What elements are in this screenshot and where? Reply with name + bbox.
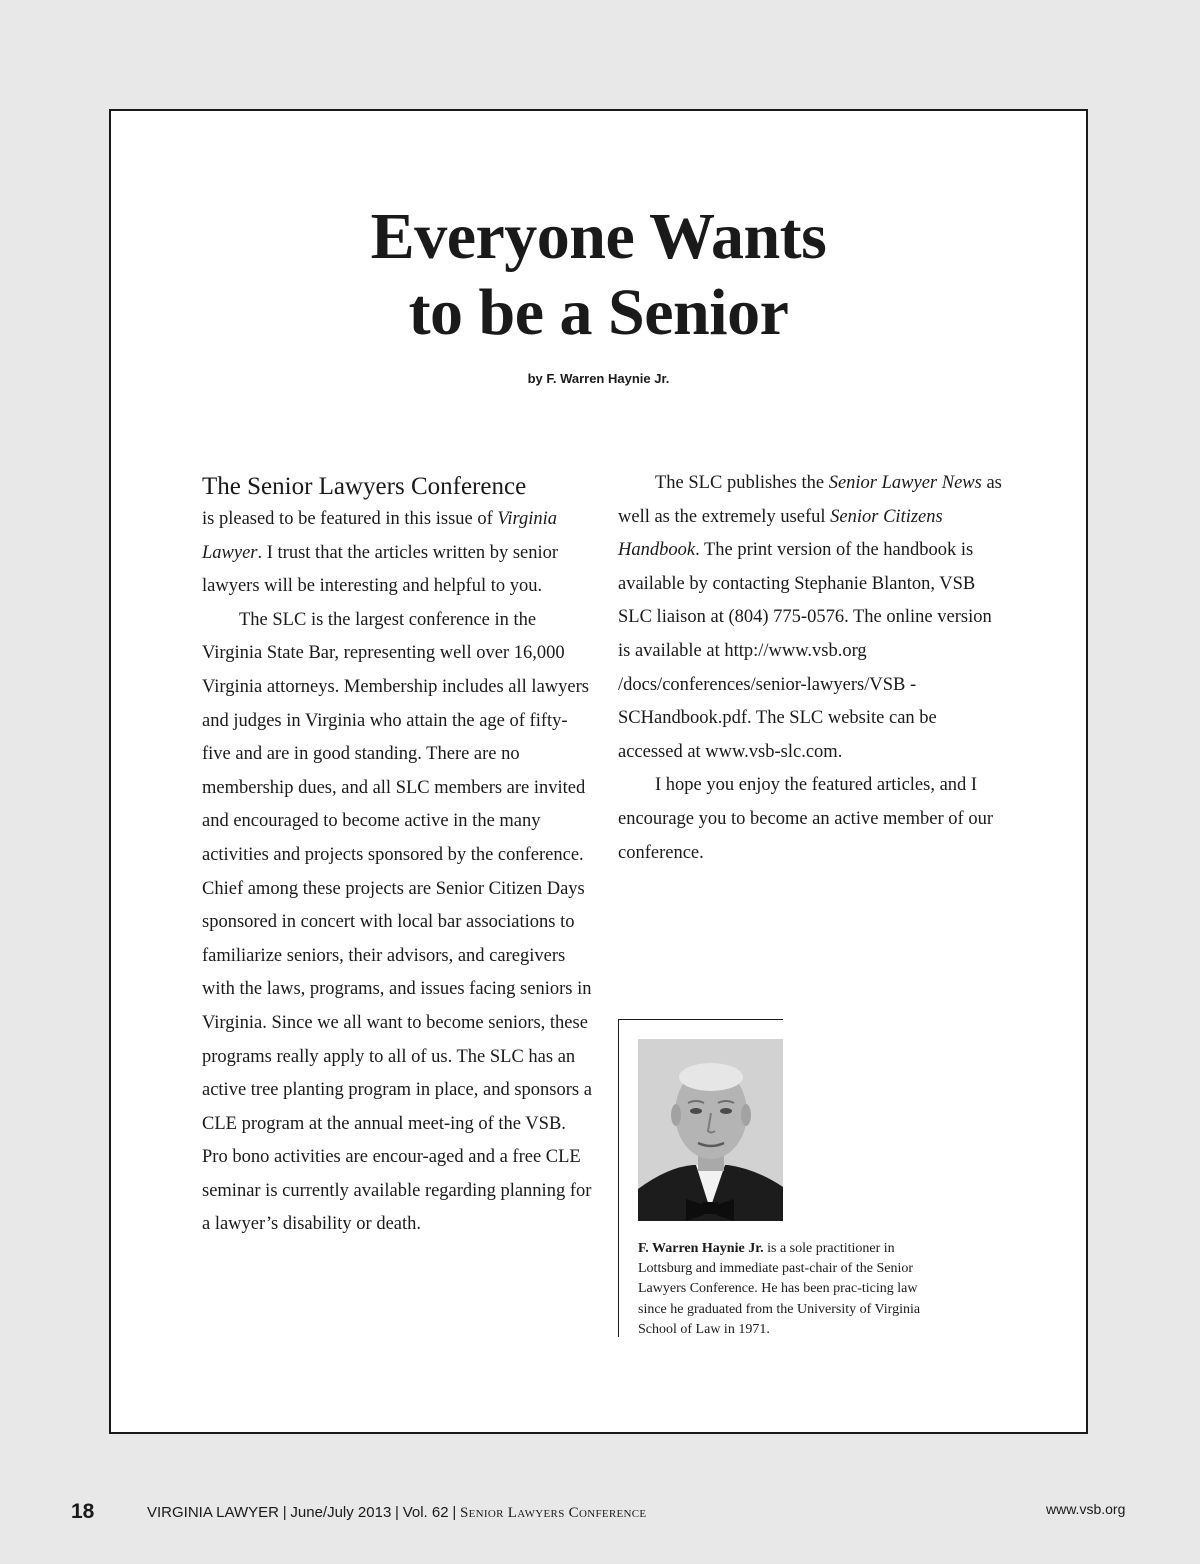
magazine-name: VIRGINIA LAWYER <box>147 1504 279 1521</box>
author-bio-box <box>618 1019 948 1337</box>
left-paragraph-2: The SLC is the largest conference in the Virginia State Bar, representing well over 16,000 Virginia attorneys. Membership includes all lawyers and judges in Virginia who attain the age of fifty-five and are in good standing. There are no membership dues, and all SLC members are invited and encouraged to become active in the many activities and projects sponsored by the conference. Chief among these projects are Senior Citizen Days sponsored in concert with local bar associations to familiarize seniors, their advisors, and caregivers with the laws, programs, and issues facing seniors in Virginia. Since we all want to become seniors, these programs really apply to all of us. The SLC has an active tree planting program in place, and sponsors a CLE program at the annual meet-ing of the VSB. Pro bono activities are encour-aged and a free CLE seminar is currently available regarding planning for a lawyer’s disability or death. <box>202 609 592 1235</box>
volume: Vol. 62 <box>402 1504 449 1521</box>
footer-separator: | <box>395 1504 399 1521</box>
lead-heading: The Senior Lawyers Conference <box>202 473 527 500</box>
author-photo <box>638 1039 783 1221</box>
title-line-1: Everyone Wants <box>370 200 827 273</box>
article-title <box>111 199 1086 351</box>
publication-title: Senior Citizens Handbook <box>618 506 943 561</box>
text-run: . The print version of the handbook is available by contacting Stephanie Blanton, VSB SLC liaison at (804) 775-0576. The online version is available at http://www.vsb.org /docs/conferences/senior-lawyers/VSB -SCHandbook.pdf. The SLC website can be accessed at www.vsb-slc.com. <box>618 540 992 762</box>
right-paragraph-1 <box>618 467 1003 769</box>
left-column <box>202 467 592 1242</box>
issue-date: June/July 2013 <box>290 1504 392 1521</box>
byline: by F. Warren Haynie Jr. <box>527 371 670 386</box>
footer-separator: | <box>282 1504 287 1521</box>
website-link[interactable]: www.vsb.org <box>1046 1501 1126 1517</box>
section-name: Senior Lawyers Conference <box>459 1505 647 1521</box>
bio-text: is a sole practitioner in Lottsburg and immediate past-chair of the Senior Lawyers Conference. He has been prac-ticing law since he graduated from the University of Virginia School of Law in 1971. <box>638 1241 921 1337</box>
bio-rule <box>619 1019 783 1020</box>
publication-title: Senior Lawyer News <box>828 473 982 493</box>
text-run: as well as the extremely useful <box>618 473 1002 527</box>
running-footer <box>147 1504 646 1522</box>
bio-name: F. Warren Haynie Jr. <box>638 1241 764 1256</box>
author-portrait-illustration <box>638 1039 783 1221</box>
right-column <box>618 467 1003 870</box>
text-run: The SLC publishes the <box>655 473 829 493</box>
text-run: is pleased to be featured in this issue of <box>202 509 498 529</box>
text-run: . I trust that the articles written by senior lawyers will be interesting and helpful to you. <box>202 542 559 597</box>
title-line-2: to be a Senior <box>408 276 789 349</box>
page-number: 18 <box>71 1500 95 1523</box>
publication-title: Virginia Lawyer <box>202 509 558 563</box>
article-frame <box>109 109 1088 1434</box>
footer-separator: | <box>452 1504 457 1521</box>
author-bio <box>638 1239 938 1340</box>
right-paragraph-2: I hope you enjoy the featured articles, and I encourage you to become an active member of our conference. <box>618 775 993 863</box>
left-paragraph-1 <box>202 503 592 604</box>
